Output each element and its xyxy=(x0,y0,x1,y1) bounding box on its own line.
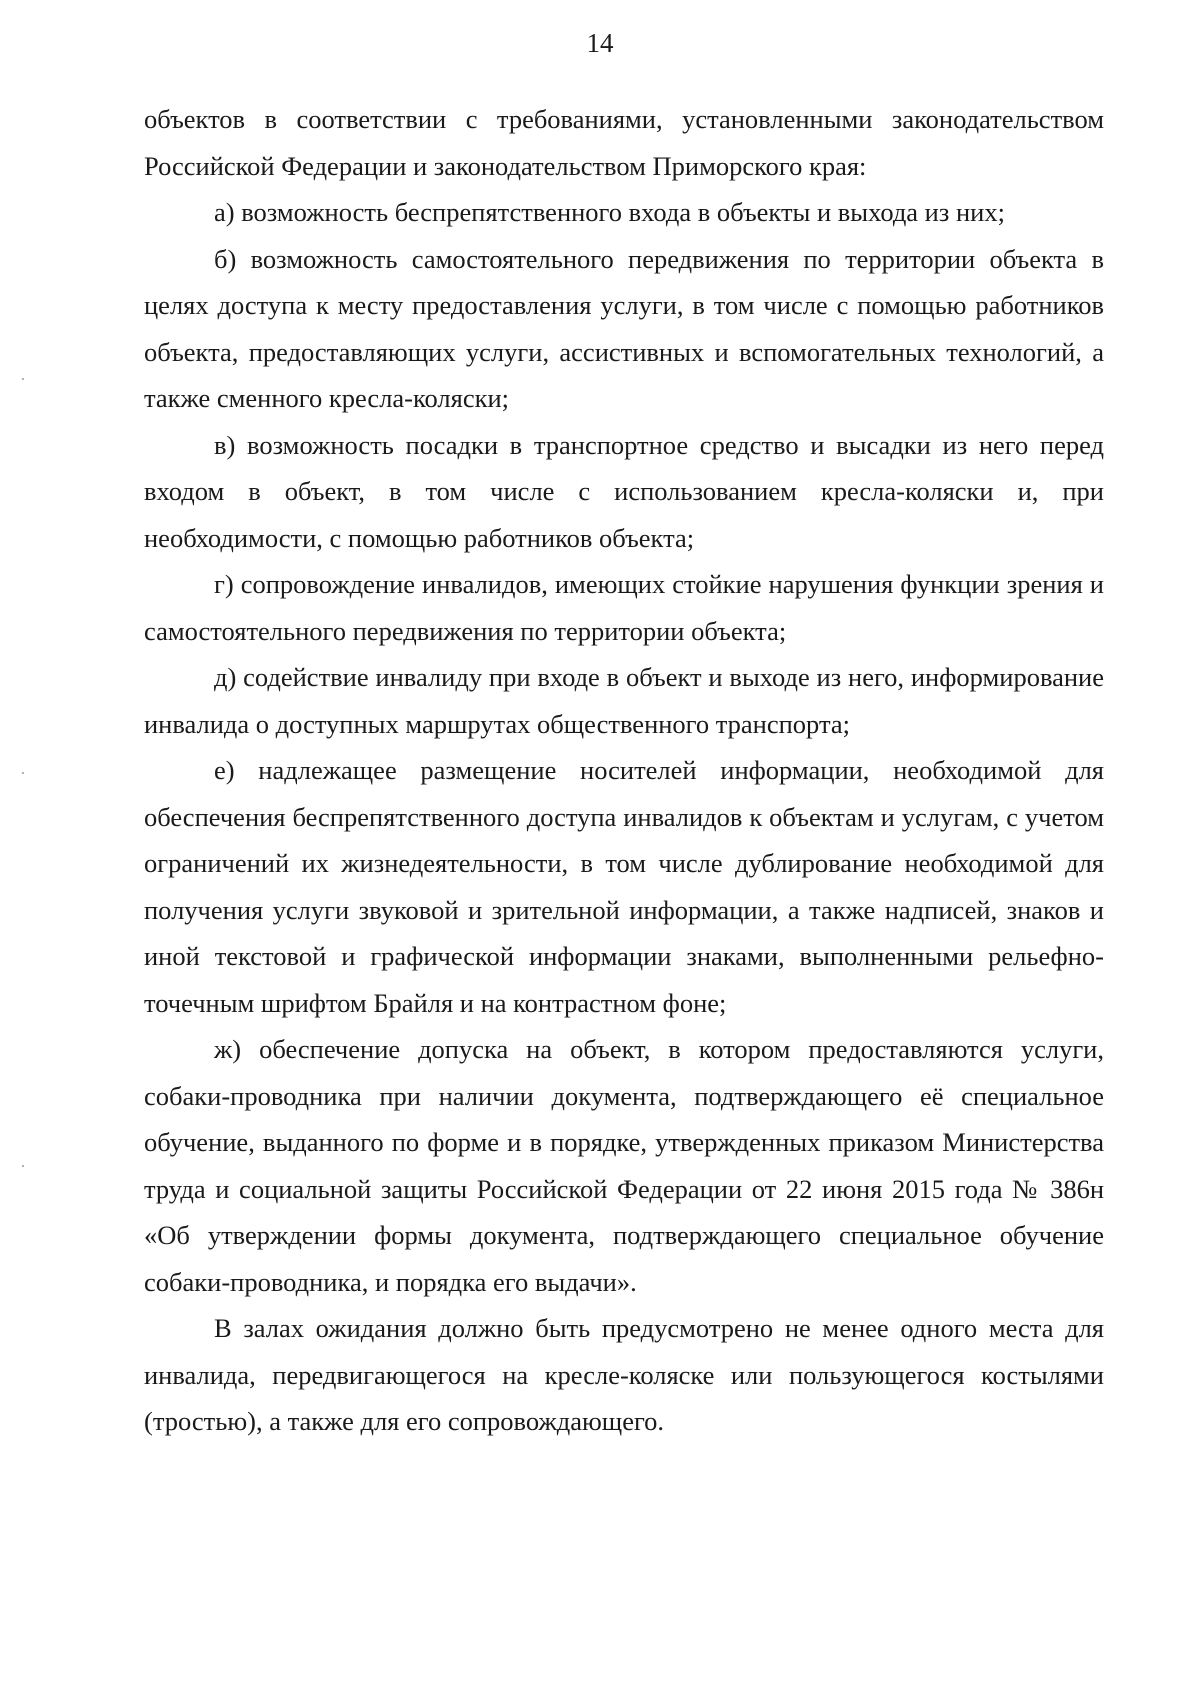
scan-speck xyxy=(22,772,24,774)
page-number: 14 xyxy=(586,28,614,58)
paragraph-item-zh: ж) обеспечение допуска на объект, в котором предоставляются услуги, собаки-проводника при наличии документа, подтверждающего её специальное обучение, выданного по форме и в порядке, утвержденных приказом Министерства труда и социальной защиты Российской Федерации от 22 июня 2015 года № 386н «Об утверждении формы документа, подтверждающего специальное обучение собаки-проводника, и порядка его выдачи». xyxy=(144,1034,1104,1297)
paragraph-waiting-rooms: В залах ожидания должно быть предусмотрено не менее одного места для инвалида, передвигающегося на кресле-коляске или пользующегося костылями (тростью), а также для его сопровождающего. xyxy=(144,1313,1104,1436)
scan-speck xyxy=(22,378,24,380)
paragraph-item-b: б) возможность самостоятельного передвижения по территории объекта в целях доступа к месту предоставления услуги, в том числе с помощью работников объекта, предоставляющих услуги, ассистивных и вспомогательных технологий, а также сменного кресла-коляски; xyxy=(144,243,1104,413)
paragraph-intro-continuation: объектов в соответствии с требованиями, установленными законодательством Российской Федерации и законодательством Приморского края: xyxy=(144,104,1104,181)
paragraph-item-d: д) содействие инвалиду при входе в объект и выходе из него, информирование инвалида о доступных маршрутах общественного транспорта; xyxy=(144,662,1104,739)
document-body xyxy=(144,96,1104,1445)
paragraph-item-g: г) сопровождение инвалидов, имеющих стойкие нарушения функции зрения и самостоятельного передвижения по территории объекта; xyxy=(144,569,1104,646)
paragraph-item-v: в) возможность посадки в транспортное средство и высадки из него перед входом в объект, в том числе с использованием кресла-коляски и, при необходимости, с помощью работников объекта; xyxy=(144,429,1104,553)
paragraph-item-e: е) надлежащее размещение носителей информации, необходимой для обеспечения беспрепятственного доступа инвалидов к объектам и услугам, с учетом ограничений их жизнедеятельности, в том числе дублирование необходимой для получения услуги звуковой и зрительной информации, а также надписей, знаков и иной текстовой и графической информации знаками, выполненными рельефно-точечным шрифтом Брайля и на контрастном фоне; xyxy=(144,755,1104,1018)
scan-speck xyxy=(22,1165,24,1167)
paragraph-item-a: а) возможность беспрепятственного входа в объекты и выхода из них; xyxy=(214,197,1005,227)
